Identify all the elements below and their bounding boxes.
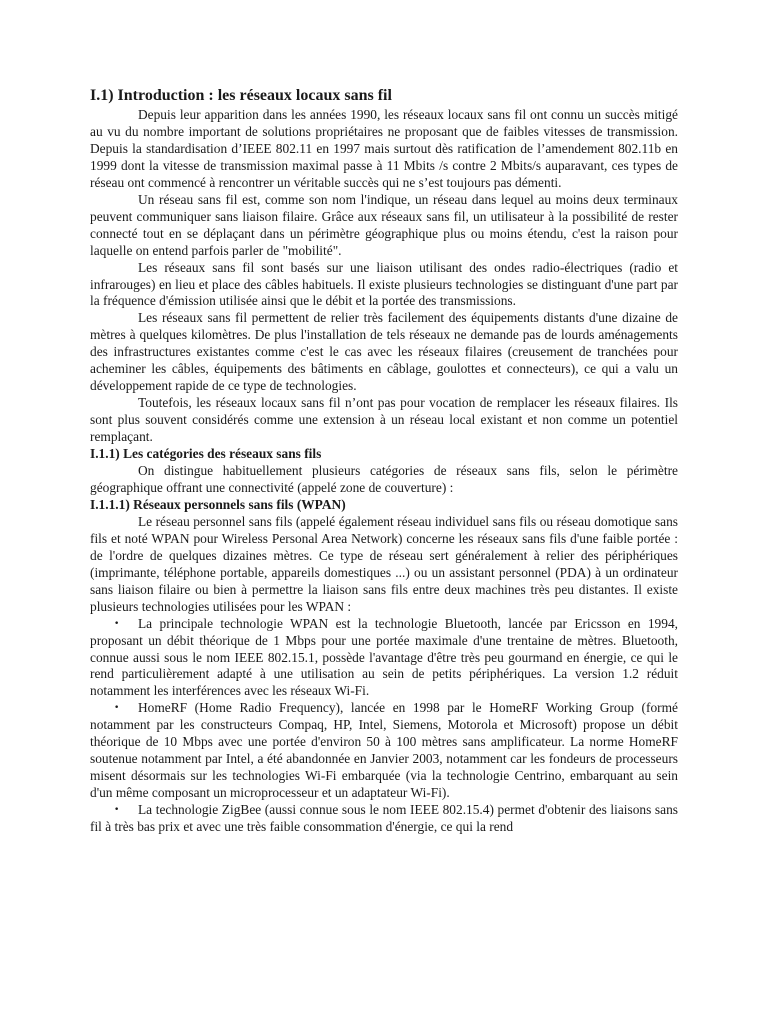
wpan-heading: I.1.1.1) Réseaux personnels sans fils (WPAN) (90, 496, 346, 512)
list-item-text: La technologie ZigBee (aussi connue sous le nom IEEE 802.15.4) permet d'obtenir des liaisons sans fil à très bas prix et avec une très faible consommation d'énergie, ce qui la rend (90, 802, 678, 835)
document-page (90, 86, 678, 836)
bullet-icon: • (114, 703, 120, 714)
wpan-paragraph: Le réseau personnel sans fils (appelé également réseau individuel sans fils ou réseau domotique sans fils et noté WPAN pour Wireless Personal Area Network) concerne les réseaux sans fils d'une faible portée : de l'ordre de quelques dizaines mètres. Ce type de réseau sert généralement à relier des périphériques (imprimante, téléphone portable, appareils domestiques ...) ou un assistant personnel (PDA) à un ordinateur sans liaison filaire ou bien à permettre la liaison sans fils entre deux machines très peu distantes. Il existe plusieurs technologies utilisées pour les WPAN : (90, 513, 678, 614)
list-item-text: La principale technologie WPAN est la technologie Bluetooth, lancée par Ericsson en 1994, proposant un débit théorique de 1 Mbps pour une portée maximale d'une trentaine de mètres. Bluetooth, connue aussi sous le nom IEEE 802.15.1, possède l'avantage d'être très peu gourmand en énergie, ce qui le rend particulièrement adapté à une utilisation au sein de petits périphériques. La version 1.2 réduit notamment les interférences avec les réseaux Wi-Fi. (90, 615, 678, 699)
intro-paragraph-1: Depuis leur apparition dans les années 1990, les réseaux locaux sans fil ont connu un succès mitigé au vu du nombre important de solutions propriétaires ne proposant que de faibles vitesses de transmission. Depuis la standardisation d’IEEE 802.11 en 1997 mais surtout dès ratification de l’amendement 802.11b en 1999 dont la vitesse de transmission maximal passe à 11 Mbits /s contre 2 Mbits/s auparavant, ces types de réseau ont commencé à rencontrer un véritable succès qui ne s’est toujours pas démenti. (90, 107, 678, 190)
intro-paragraph-4: Les réseaux sans fil permettent de relier très facilement des équipements distants d'une dizaine de mètres à quelques kilomètres. De plus l'installation de tels réseaux ne demande pas de lourds aménagements des infrastructures existantes comme c'est le cas avec les réseaux filaires (creusement de tranchées pour acheminer les câbles, équipements des bâtiments en câblage, goulottes et connecteurs), ce qui a valu un développement rapide de ce type de technologies. (90, 310, 678, 394)
section-title: I.1) Introduction : les réseaux locaux sans fil (90, 87, 392, 104)
list-item-zigbee (90, 802, 678, 836)
intro-paragraph-3: Les réseaux sans fil sont basés sur une liaison utilisant des ondes radio-électriques (radio et infrarouges) en lieu et place des câbles habituels. Il existe plusieurs technologies se distinguant d'une part par la fréquence d'émission utilisée ainsi que le débit et la portée des transmissions. (90, 259, 678, 309)
intro-paragraph-5: Toutefois, les réseaux locaux sans fil n’ont pas pour vocation de remplacer les réseaux filaires. Ils sont plus souvent considérés comme une extension à un réseau local existant et non comme un potentiel remplaçant. (90, 395, 678, 445)
categories-heading: I.1.1) Les catégories des réseaux sans fils (90, 446, 322, 462)
bullet-icon: • (114, 805, 120, 816)
wpan-technology-list (90, 616, 678, 836)
list-item-bluetooth (90, 616, 678, 701)
bullet-icon: • (114, 618, 120, 629)
categories-paragraph: On distingue habituellement plusieurs catégories de réseaux sans fils, selon le périmètre géographique offrant une connectivité (appelé zone de couverture) : (90, 463, 678, 495)
intro-paragraph-2: Un réseau sans fil est, comme son nom l'indique, un réseau dans lequel au moins deux terminaux peuvent communiquer sans liaison filaire. Grâce aux réseaux sans fil, un utilisateur à la possibilité de rester connecté tout en se déplaçant dans un périmètre géographique plus ou moins étendu, c'est la raison pour laquelle on entend parfois parler de "mobilité". (90, 191, 678, 258)
list-item-text: HomeRF (Home Radio Frequency), lancée en 1998 par le HomeRF Working Group (formé notamment par les constructeurs Compaq, HP, Intel, Siemens, Motorola et Microsoft) propose un débit théorique de 10 Mbps avec une portée d'environ 50 à 100 mètres sans amplificateur. La norme HomeRF soutenue notamment par Intel, a été abandonnée en Janvier 2003, notamment car les fondeurs de processeurs misent désormais sur les technologies Wi-Fi embarquée (via la technologie Centrino, embarquant au sein d'un même composant un microprocesseur et un adaptateur Wi-Fi). (90, 700, 678, 801)
list-item-homerf (90, 700, 678, 802)
